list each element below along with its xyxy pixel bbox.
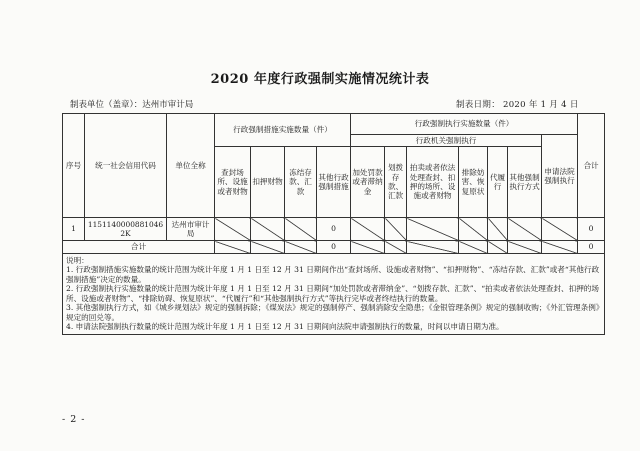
header-auction: 拍卖或者依法处理查封、扣押的场所、设施或者财物 [407, 147, 459, 218]
total-auction-empty [407, 241, 459, 254]
total-detain-empty [251, 241, 285, 254]
total-label: 合计 [63, 241, 215, 254]
cell-freeze-empty [285, 218, 317, 241]
cell-fine-empty [351, 218, 385, 241]
note-item: 2. 行政强制执行实施数量的统计范围为统计年度 1 月 1 日至 12 月 31 日期间“加处罚款或者滞纳金”、“划拨存款、汇款”、“拍卖或者依法处理查封、扣押的场所、设施或者财物”、“排除妨碍、恢复原状”、“代履行”和“其他强制执行方式”等执行完毕或者终结执行的数量。 [66, 284, 599, 303]
note-item: 3. 其他强制执行方式，如《城乡规划法》规定的强制拆除；《煤炭法》规定的强制停产、强制消除安全隐患；《金银管理条例》规定的强制收购；《外汇管理条例》规定的回兑等。 [66, 303, 600, 322]
header-measures-group: 行政强制措施实施数量（件） [215, 114, 351, 147]
header-exec-group: 行政强制执行实施数量（件） [351, 114, 578, 135]
header-credit-code: 统一社会信用代码 [85, 114, 167, 218]
cell-seal-empty [215, 218, 251, 241]
cell-court-empty [542, 218, 578, 241]
total-remove-empty [459, 241, 488, 254]
reporting-unit: 制表单位（盖章）：达州市审计局 [70, 100, 194, 110]
header-substitute: 代履行 [488, 147, 508, 218]
note-item: 1. 行政强制措施实施数量的统计范围为统计年度 1 月 1 日至 12 月 31 日期间作出“查封场所、设施或者财物”、“扣押财物”、“冻结存款、汇款”或者“其他行政强制措施”决定的数量。 [66, 265, 600, 284]
header-remove: 排除妨害、恢复原状 [459, 147, 488, 218]
report-date: 制表日期： 2020 年 1 月 4 日 [456, 100, 579, 110]
total-transfer-empty [385, 241, 407, 254]
cell-total: 0 [578, 218, 605, 241]
cell-other-measures: 0 [317, 218, 351, 241]
table-row [63, 218, 605, 241]
header-seal: 查封场所、设施或者财物 [215, 147, 251, 218]
cell-remove-empty [459, 218, 488, 241]
cell-unit-name: 达州市审计局 [167, 218, 215, 241]
note-item: 4. 申请法院强制执行数量的统计范围为统计年度 1 月 1 日至 12 月 31 日期间向法院申请强制执行的数量，时间以申请日期为准。 [66, 322, 504, 332]
header-court: 申请法院强制执行 [542, 135, 578, 218]
total-freeze-empty [285, 241, 317, 254]
total-seal-empty [215, 241, 251, 254]
header-detain: 扣押财物 [251, 147, 285, 218]
cell-credit-code: 11511400008810462K [85, 218, 167, 241]
page-title: 2020 年度行政强制实施情况统计表 [210, 72, 430, 87]
notes-heading: 说明： [66, 256, 89, 265]
total-substitute-empty [488, 241, 508, 254]
header-agency-exec: 行政机关强制执行 [351, 135, 542, 147]
total-other-measures: 0 [317, 241, 351, 254]
cell-other-exec-empty [508, 218, 542, 241]
header-fine: 加处罚款或者滞纳金 [351, 147, 385, 218]
header-transfer: 划拨存款、汇款 [385, 147, 407, 218]
cell-transfer-empty [385, 218, 407, 241]
total-row [63, 241, 605, 254]
statistics-table [62, 113, 605, 335]
notes-section [63, 254, 605, 335]
cell-seq: 1 [63, 218, 85, 241]
cell-detain-empty [251, 218, 285, 241]
total-sum: 0 [578, 241, 605, 254]
total-fine-empty [351, 241, 385, 254]
total-other-exec-empty [508, 241, 542, 254]
header-unit-name: 单位全称 [167, 114, 215, 218]
header-other-measures: 其他行政强制措施 [317, 147, 351, 218]
header-total: 合计 [578, 114, 605, 218]
header-seq: 序号 [63, 114, 85, 218]
header-other-exec: 其他强制执行方式 [508, 147, 542, 218]
total-court-empty [542, 241, 578, 254]
cell-substitute-empty [488, 218, 508, 241]
header-freeze: 冻结存款、汇款 [285, 147, 317, 218]
page-number: - 2 - [62, 414, 86, 425]
cell-auction-empty [407, 218, 459, 241]
